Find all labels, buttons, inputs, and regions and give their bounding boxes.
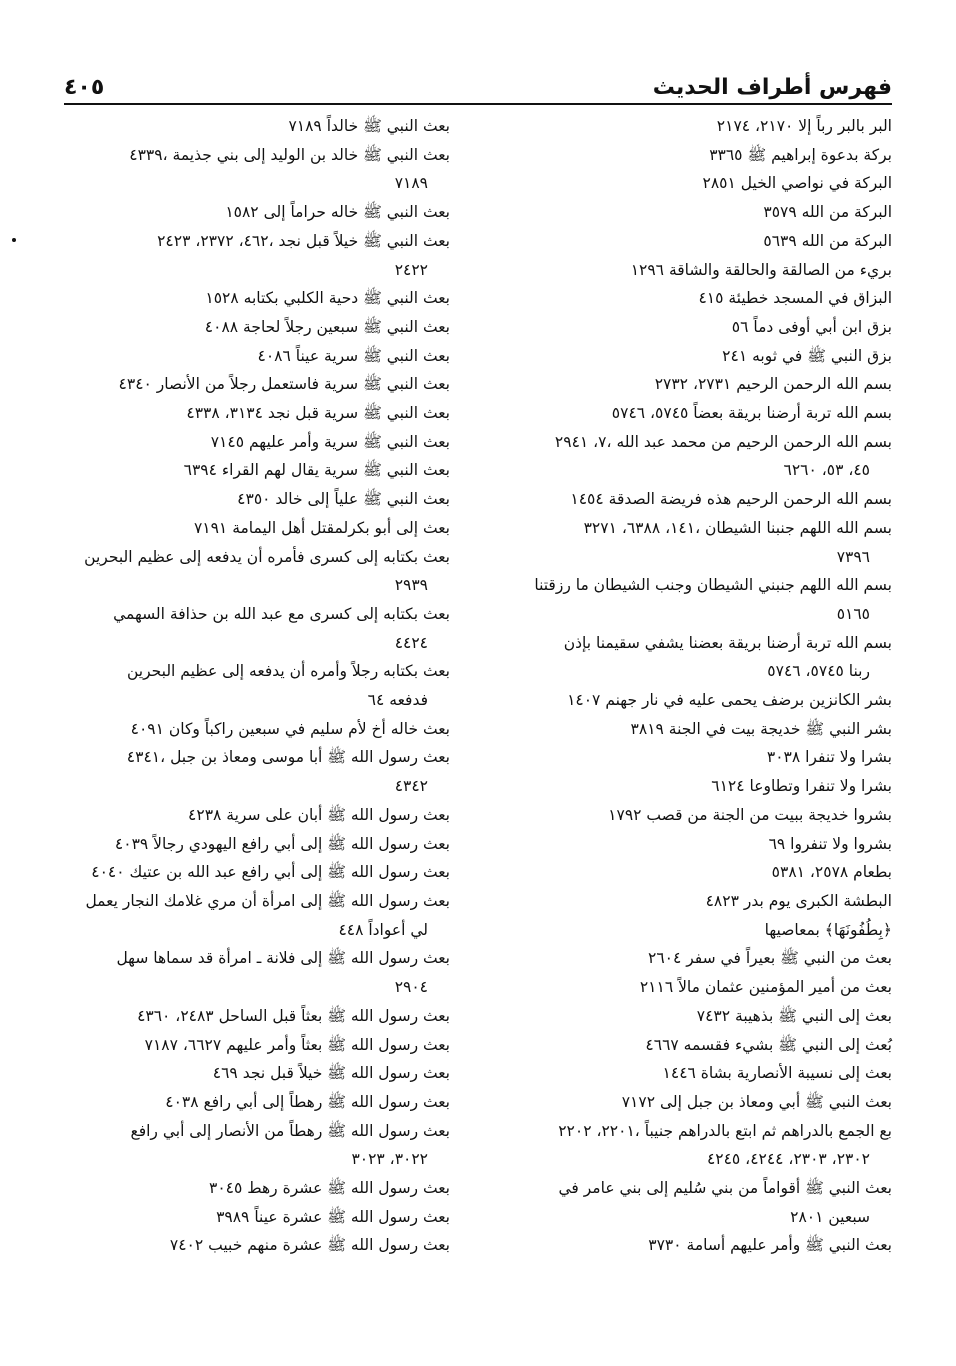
entry-text: بعث النبي ﷺ سرية قبل نجد: [267, 404, 450, 423]
index-entry: [480, 1059, 892, 1088]
index-entry: [480, 772, 892, 801]
entry-text: بعث رسول الله ﷺ أبا موسى ومعاذ بن جبل: [170, 748, 450, 767]
entry-text: البركة من الله: [801, 203, 892, 222]
entry-continuation: ربنا ٥٧٤٥، ٥٧٤٦: [767, 662, 870, 681]
entry-refs: ٧١٤٥: [210, 432, 245, 451]
entry-text: بعث النبي ﷺ أبي ومعاذ بن جبل إلى: [659, 1092, 892, 1111]
entry-refs: ٤٣٥٠: [237, 490, 271, 509]
entry-text: بعث رسول الله ﷺ إلى امرأة أن مري غلامك النجار يعمل: [85, 891, 450, 910]
index-entry: [480, 801, 892, 830]
entry-refs: ٥٦٣٩: [763, 231, 797, 250]
index-entry: [64, 657, 450, 714]
entry-text: بعث رسول الله ﷺ إلى أبي رافع عبد الله بن عتيك: [129, 863, 450, 882]
entry-refs: ٣٠٤٥: [209, 1179, 243, 1198]
entry-text: بعث رسول الله ﷺ بعثاً قبل الساحل: [218, 1006, 450, 1025]
entry-text: بسم الله تربة أرضنا بريقة بعضاً: [693, 404, 892, 423]
index-entry: [64, 1031, 450, 1060]
entry-text: بعث إلى النبي ﷺ بذهيبة: [735, 1006, 892, 1025]
entry-refs: ٤١٥: [698, 289, 724, 308]
entry-refs: ٣٠٣٨: [766, 748, 801, 767]
entry-text: بسم الله اللهم جنبني الشيطان وجنب الشيطان ما رزقتنا: [534, 576, 892, 595]
index-entry: [64, 284, 450, 313]
entry-text: بعث رسول الله ﷺ بعثاً وأمر عليهم: [226, 1035, 450, 1054]
entry-continuation: ٥١٦٥: [836, 604, 870, 623]
entry-refs: ٣١٣٤، ٤٣٣٨: [186, 404, 263, 423]
entry-refs: ٤٦٦٧: [645, 1035, 679, 1054]
index-entry: [480, 198, 892, 227]
entry-text: ﴿بِطُفُونَهَا﴾ بمعاصيها: [764, 920, 892, 939]
index-entry: [480, 284, 892, 313]
entry-text: بسم الله تربة أرضنا بريقة بعضنا يشفي سقيمنا بإذن: [563, 633, 892, 652]
index-entry: [64, 1088, 450, 1117]
index-entry: [480, 342, 892, 371]
index-entry: [64, 112, 450, 141]
index-entry: [480, 514, 892, 571]
index-entry: [64, 887, 450, 944]
entry-refs: ٢٦٠٤: [648, 949, 682, 968]
index-entry: [64, 399, 450, 428]
index-entry: [64, 944, 450, 1001]
entry-refs: ١٤٤٦: [662, 1064, 696, 1083]
entry-text: بعث رسول الله ﷺ عشرة عيناً: [254, 1207, 450, 1226]
entry-text: بعث إلى أبو بكرلمقتل أهل اليمامة: [232, 518, 450, 537]
entry-refs: ٢١١٦: [639, 978, 674, 997]
entry-refs: ١٢٩٦: [630, 260, 664, 279]
entry-text: البركة في نواصي الخيل: [740, 174, 892, 193]
index-entry: [480, 944, 892, 973]
index-entry: [480, 399, 892, 428]
index-entry: [480, 227, 892, 256]
page-number: ٤٠٥: [64, 75, 105, 100]
entry-text: بشر الكانزين برضف يحمى عليه في نار جهنم: [605, 691, 892, 710]
entry-refs: ٤٣٤١،: [126, 748, 166, 767]
entry-refs: ٤٨٢٣: [705, 891, 739, 910]
entry-text: بعث النبي ﷺ خالداً: [326, 117, 450, 135]
entry-continuation: ٧٣٩٦: [836, 547, 870, 566]
page-header: [64, 60, 892, 100]
index-entry: [64, 1002, 450, 1031]
index-entry: [480, 141, 892, 170]
index-entry: [480, 428, 892, 485]
entry-text: البطشة الكبرى يوم بدر: [743, 891, 892, 910]
index-entry: [64, 1117, 450, 1174]
entry-text: بعث بكتابه إلى كسرى مع عبد الله بن حذافة السهمي: [113, 604, 450, 623]
entry-refs: ٣٨١٩: [630, 719, 664, 738]
entry-text: بسم الله الرحمن الرحيم هذه فريضة الصدقة: [608, 490, 892, 509]
entry-text: بُعث إلى النبي ﷺ بشيء فقسمه: [683, 1035, 892, 1054]
entry-text: بعث النبي ﷺ سرية يقال لهم القراء: [221, 461, 450, 480]
entry-text: بطعام: [853, 863, 892, 882]
index-entry: [64, 198, 450, 227]
entry-refs: ٥٦: [731, 317, 749, 336]
entry-continuation: ٤٤٢٤: [394, 633, 428, 652]
index-entry: [480, 1002, 892, 1031]
index-entry: [64, 858, 450, 887]
index-entry: [480, 1031, 892, 1060]
entry-refs: ٢٨٥١: [702, 174, 736, 193]
index-entry: [480, 485, 892, 514]
index-entry: [480, 169, 892, 198]
entry-refs: ٤٠٩١: [130, 719, 164, 738]
entry-continuation: ٤٥، ٥٣، ٦٢٦٠: [783, 461, 870, 480]
entry-text: بعث رسول الله ﷺ رهطاً إلى أبي رافع: [203, 1092, 450, 1111]
running-title: فهرس أطراف الحديث: [652, 75, 892, 100]
entry-text: بعث النبي ﷺ خيلاً قبل نجد: [278, 231, 450, 250]
entry-text: البر بالبر رباً إلا: [798, 117, 892, 135]
entry-refs: ٢٤١: [722, 346, 748, 365]
index-entry: [64, 342, 450, 371]
entry-text: بعث رسول الله ﷺ أبان على سرية: [226, 805, 450, 824]
entry-text: بعث رسول الله ﷺ إلى فلانة ـ امرأة قد سماها سهل: [116, 949, 450, 968]
index-entry: [480, 629, 892, 686]
entry-continuation: ٢٤٢٢: [394, 260, 428, 279]
entry-refs: ٧٤٠٢: [169, 1236, 204, 1255]
entry-text: بشرا ولا تنفرا: [805, 748, 892, 767]
entry-continuation: ٢٣٠٢، ٢٣٠٣، ٤٢٤٤، ٤٢٤٥: [706, 1150, 870, 1169]
index-entry: [480, 743, 892, 772]
index-column-right: [480, 112, 892, 1260]
index-entry: [64, 370, 450, 399]
index-entry: [64, 227, 450, 284]
entry-refs: ٣٥٧٩: [763, 203, 797, 222]
entry-continuation: ٣٠٢٢، ٣٠٢٣: [351, 1150, 428, 1169]
entry-continuation: ٤٣٤٢: [394, 777, 428, 796]
entry-text: بعث النبي ﷺ خاله حراماً إلى: [263, 203, 450, 222]
entry-refs: ٢٤٨٣، ٤٣٦٠: [137, 1006, 214, 1025]
index-entry: [480, 887, 892, 916]
index-entry: [480, 973, 892, 1002]
entry-text: بعث رسول الله ﷺ خيلاً قبل نجد: [242, 1064, 450, 1083]
index-entry: [64, 1174, 450, 1203]
index-entry: [480, 1088, 892, 1117]
entry-text: بعث النبي ﷺ وأمر عليهم أسامة: [686, 1236, 892, 1255]
entry-refs: ٥٧٤٥، ٥٧٤٦: [611, 404, 689, 423]
entry-refs: ١٧٩٢: [608, 805, 642, 824]
entry-text: بع الجمع بالدراهم ثم ابتع بالدراهم جنيباً: [644, 1121, 892, 1140]
entry-text: بشر النبي ﷺ خديجة بيت في الجنة: [668, 719, 892, 738]
index-entry: [480, 1174, 892, 1231]
entry-continuation: ٢٩٠٤: [394, 978, 428, 997]
entry-text: بزق النبي ﷺ في ثوبه: [752, 346, 892, 365]
entry-text: بعث رسول الله ﷺ رهطاً من الأنصار إلى أبي رافع: [130, 1121, 450, 1140]
index-entry: [64, 801, 450, 830]
entry-refs: ٤٠٣٩: [114, 834, 149, 853]
entry-refs: ٣٩٨٩: [216, 1207, 250, 1226]
entry-refs: ٢١٧٠، ٢١٧٤: [716, 117, 794, 135]
entry-refs: ٧، ٢٩٤١،: [554, 432, 612, 451]
index-entry: [480, 370, 892, 399]
entry-text: بسم الله الرحمن الرحيم من محمد عبد الله: [616, 432, 892, 451]
entry-text: البزاق في المسجد خطيئة: [728, 289, 892, 308]
entry-refs: ٢٢٠١، ٢٢٠٢،: [558, 1121, 640, 1140]
entry-text: بعث بكتابه إلى كسرى فأمره أن يدفعه إلى عظيم البحرين: [84, 547, 450, 566]
entry-refs: ١٥٨٢: [225, 203, 259, 222]
entry-continuation: سبعين ٢٨٠١: [790, 1207, 870, 1226]
entry-refs: ٢٥٧٨، ٥٣٨١: [771, 863, 849, 882]
index-entry: [64, 1059, 450, 1088]
index-entry: [64, 485, 450, 514]
index-entry: [480, 1117, 892, 1174]
entry-refs: ٤٦٢، ٢٣٧٢، ٢٤٢٣،: [157, 231, 274, 250]
entry-text: بعث بكتابه رجلاً وأمره أن يدفعه إلى عظيم البحرين: [126, 662, 450, 681]
entry-text: بريء من الصالقة والحالقة والشاقة: [668, 260, 892, 279]
entry-text: بعث من النبي ﷺ بعيراً في سفر: [686, 949, 892, 968]
index-entry: [480, 858, 892, 887]
index-entry: [480, 916, 892, 945]
entry-text: بعث النبي ﷺ دحية الكلبي بكتابه: [243, 289, 450, 308]
entry-text: بعث النبي ﷺ خالد بن الوليد إلى بني جذيمة: [172, 145, 450, 164]
index-entry: [64, 1231, 450, 1260]
entry-refs: ٧١٩١: [193, 518, 228, 537]
entry-refs: ٧١٧٢: [621, 1092, 656, 1111]
entry-text: بشروا ولا تنفروا: [790, 834, 892, 853]
entry-text: بعث النبي ﷺ سرية عيناً: [295, 346, 450, 365]
entry-continuation: ٢٩٣٩: [394, 576, 428, 595]
entry-continuation: لي أعواداً ٤٤٨: [338, 920, 428, 939]
entry-text: بشرا ولا تنفرا وتطاوعا: [749, 777, 892, 796]
index-entry: [480, 1231, 892, 1260]
entry-text: البركة من الله: [801, 231, 892, 250]
entry-text: بعث النبي ﷺ علياً إلى خالد: [275, 490, 450, 509]
entry-refs: ٤٦٩: [212, 1064, 238, 1083]
index-entry: [480, 830, 892, 859]
index-entry: [480, 256, 892, 285]
index-entry: [64, 715, 450, 744]
entry-refs: ٦٦٢٧، ٧١٨٧: [144, 1035, 222, 1054]
entry-refs: ٣٣٦٥: [709, 145, 743, 164]
entry-refs: ٧٤٣٢: [696, 1006, 731, 1025]
entry-refs: ٦٩: [768, 834, 786, 853]
entry-refs: ٦٣٩٤: [183, 461, 217, 480]
index-entry: [480, 313, 892, 342]
entry-refs: ٦١٢٤: [711, 777, 745, 796]
entry-text: بعث رسول الله ﷺ إلى أبي رافع اليهودي رجالاً: [153, 834, 450, 853]
entry-text: بزق ابن أبي أوفى دماً: [753, 317, 892, 336]
index-entry: [64, 600, 450, 657]
index-entry: [480, 571, 892, 628]
entry-text: بعث النبي ﷺ سرية فاستعمل رجلاً من الأنصار: [156, 375, 450, 394]
index-entry: [64, 456, 450, 485]
entry-text: بسم الله اللهم جنبنا الشيطان: [705, 518, 892, 537]
index-entry: [64, 543, 450, 600]
entry-text: بعث النبي ﷺ سبعين رجلاً لحاجة: [243, 317, 450, 336]
entry-text: بعث رسول الله ﷺ عشرة رهط: [247, 1179, 450, 1198]
index-entry: [64, 1203, 450, 1232]
index-entry: [480, 715, 892, 744]
entry-refs: ٤٢٣٨: [188, 805, 222, 824]
entry-text: بعث خاله أخ لأم سليم في سبعين راكباً وكان: [168, 719, 450, 738]
entry-text: بشروا خديجة ببيت من الجنة من قصب: [646, 805, 892, 824]
index-entry: [64, 743, 450, 800]
scan-speck: [12, 238, 16, 242]
entry-text: بسم الله الرحمن الرحيم: [736, 375, 892, 394]
entry-text: بعث رسول الله ﷺ عشرة منهم خبيب: [208, 1236, 450, 1255]
index-entry: [64, 141, 450, 198]
entry-text: بعث النبي ﷺ أقواماً من بني سُليم إلى بني عامر في: [558, 1179, 892, 1198]
entry-refs: ٧١٨٩: [288, 117, 322, 135]
entry-refs: ٣٧٣٠: [648, 1236, 682, 1255]
entry-continuation: ٧١٨٩: [394, 174, 428, 193]
entry-continuation: فدفعه ٦٤: [367, 691, 428, 710]
entry-text: بعث من أمير المؤمنين عثمان مالاً: [678, 978, 892, 997]
index-entry: [480, 686, 892, 715]
index-column-left: [64, 112, 450, 1260]
header-rule: [64, 103, 892, 105]
entry-refs: ٤٠٨٦: [257, 346, 291, 365]
index-entry: [64, 313, 450, 342]
entry-refs: ٤٣٤٠: [118, 375, 152, 394]
entry-refs: ٤٠٣٨: [165, 1092, 199, 1111]
index-entry: [64, 428, 450, 457]
entry-refs: ٢٧٣١، ٢٧٣٢: [654, 375, 732, 394]
entry-refs: ١٥٢٨: [205, 289, 239, 308]
index-entry: [64, 514, 450, 543]
entry-refs: ١٤١، ٦٣٨٨، ٣٢٧١،: [583, 518, 701, 537]
entry-refs: ١٤٠٧: [567, 691, 601, 710]
index-entry: [64, 830, 450, 859]
entry-text: بعث النبي ﷺ سرية وأمر عليهم: [248, 432, 450, 451]
index-entry: [480, 112, 892, 141]
entry-text: بعث إلى نسيبة الأنصارية بشاة: [700, 1064, 892, 1083]
entry-refs: ١٤٥٤: [570, 490, 604, 509]
entry-refs: ٤٣٣٩،: [129, 145, 168, 164]
entry-text: بركة بدعوة إبراهيم ﷺ: [747, 145, 892, 164]
entry-refs: ٤٠٨٨: [204, 317, 239, 336]
entry-refs: ٤٠٤٠: [91, 863, 125, 882]
